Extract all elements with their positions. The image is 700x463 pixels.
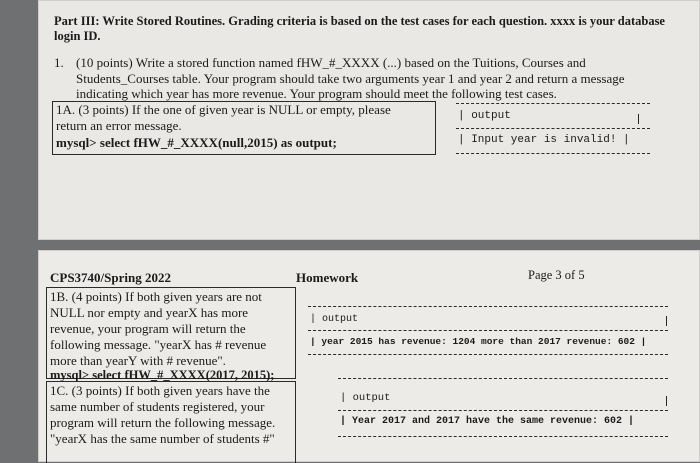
part-title-cont: login ID. bbox=[54, 29, 101, 43]
test-case-1a-line: return an error message. bbox=[56, 118, 182, 133]
part-title: Part III: Write Stored Routines. Grading criteria is based on the test cases for each question. xxxx is your database bbox=[54, 14, 665, 28]
output-table-border bbox=[456, 128, 650, 129]
output-header: | output bbox=[310, 314, 359, 325]
top-page bbox=[38, 0, 700, 240]
test-case-1c-line: program will return the following message. bbox=[50, 415, 276, 430]
output-header: | output bbox=[458, 110, 511, 122]
output-header: | output bbox=[340, 392, 391, 404]
test-case-1a-query: mysql> select fHW_#_XXXX(null,2015) as output; bbox=[56, 135, 337, 150]
bottom-page bbox=[38, 250, 700, 462]
output-table-border bbox=[338, 436, 668, 437]
test-case-1b-query: mysql> select fHW_#_XXXX(2017, 2015); bbox=[50, 368, 275, 382]
output-table-border bbox=[338, 410, 668, 411]
test-case-1c-line: same number of students registered, your bbox=[50, 399, 265, 414]
output-table-border bbox=[456, 103, 650, 104]
question-line: Students_Courses table. Your program should take two arguments year 1 and year 2 and return a message bbox=[76, 71, 625, 86]
output-value: | Input year is invalid! | bbox=[458, 134, 630, 146]
output-table-border bbox=[638, 114, 639, 124]
output-table-border bbox=[666, 396, 667, 406]
test-case-1b-line: more than yearY with # revenue". bbox=[50, 353, 226, 368]
question-line: (10 points) Write a stored function named fHW_#_XXXX (...) based on the Tuitions, Courses and bbox=[76, 55, 586, 70]
doc-type-header: Homework bbox=[296, 270, 359, 285]
test-case-1b-line: revenue, your program will return the bbox=[50, 321, 246, 336]
test-case-1b-line: 1B. (4 points) If both given years are not bbox=[50, 289, 262, 304]
output-table-border bbox=[308, 354, 668, 355]
question-line: indicating which year has more revenue. Your program should meet the following test cases. bbox=[76, 86, 557, 101]
output-value: | year 2015 has revenue: 1204 more than 2017 revenue: 602 | bbox=[310, 336, 647, 347]
output-table-border bbox=[666, 316, 667, 326]
test-case-1c-line: 1C. (3 points) If both given years have the bbox=[50, 383, 270, 398]
test-case-1b-line: following message. "yearX has # revenue bbox=[50, 337, 267, 352]
output-table-border bbox=[308, 306, 668, 307]
output-table-border bbox=[338, 378, 668, 379]
test-case-1b-line: NULL nor empty and yearX has more bbox=[50, 305, 249, 320]
question-number: 1. bbox=[54, 55, 64, 70]
output-table-border bbox=[456, 153, 650, 154]
output-table-border bbox=[308, 330, 668, 331]
test-case-1a-line: 1A. (3 points) If the one of given year is NULL or empty, please bbox=[56, 102, 391, 117]
output-value: | Year 2017 and 2017 have the same revenue: 602 | bbox=[340, 416, 635, 427]
page-number: Page 3 of 5 bbox=[528, 268, 585, 282]
test-case-1c-line: "yearX has the same number of students #" bbox=[50, 431, 275, 446]
course-header: CPS3740/Spring 2022 bbox=[50, 270, 171, 285]
